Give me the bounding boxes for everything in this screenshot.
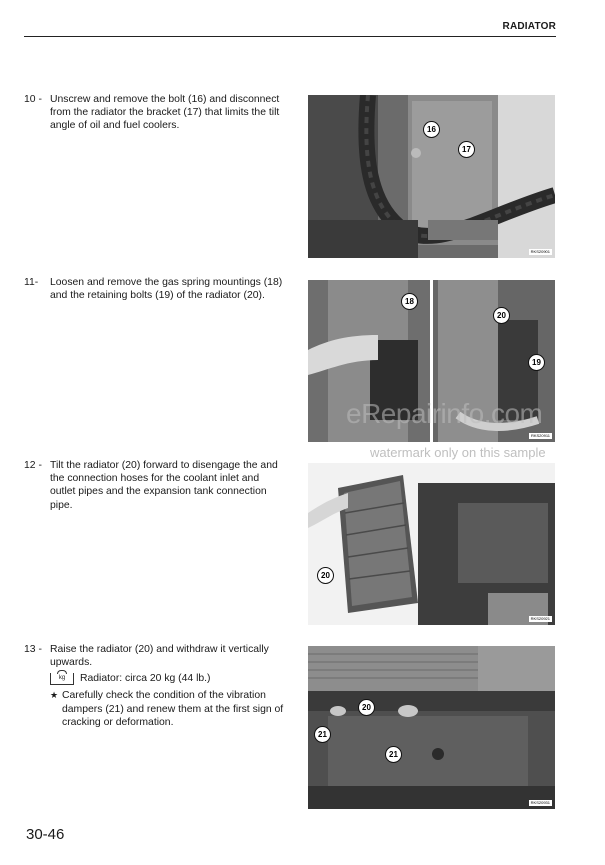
star-icon: ★ [50,690,59,701]
callout-20: 20 [358,699,375,716]
photo-step-12 [308,463,555,625]
photo-step-10 [308,95,555,258]
photo-illustration [308,95,555,258]
photo-code: RKS20901 [530,249,550,254]
step-11 [24,276,286,302]
photo-illustration [308,463,555,625]
section-title: RADIATOR [502,21,556,32]
step-text: Loosen and remove the gas spring mountings (18) and the retaining bolts (19) of the radiator (20). [50,277,283,302]
callout-19: 19 [528,354,545,371]
weight-note-text: Radiator: circa 20 kg (44 lb.) [80,673,211,685]
step-number: 10 - [24,94,42,105]
step-12 [24,459,286,512]
callout-21: 21 [314,726,331,743]
photo-code: RKS20921 [530,616,550,621]
step-text: Raise the radiator (20) and withdraw it vertically upwards. [50,644,269,669]
callout-21: 21 [385,746,402,763]
watermark-note: watermark only on this sample [370,445,546,460]
callout-18: 18 [401,293,418,310]
kg-weight-icon: kg [50,673,74,685]
callout-20: 20 [493,307,510,324]
step-text: Unscrew and remove the bolt (16) and disconnect from the radiator the bracket (17) that limits the tilt angle of oil and fuel coolers. [50,94,280,132]
page-number: 30-46 [26,826,65,843]
photo-step-13 [308,646,555,809]
step-number: 11- [24,277,39,288]
photo-code: RKS20911 [530,433,550,438]
callout-20: 20 [317,567,334,584]
step-number: 13 - [24,644,42,655]
caution-note [50,689,286,729]
callout-16: 16 [423,121,440,138]
callout-17: 17 [458,141,475,158]
step-10 [24,93,286,133]
step-number: 12 - [24,460,42,471]
step-13 [24,643,286,729]
photo-code: RKS20931 [530,800,550,805]
caution-text: Carefully check the condition of the vibration dampers (21) and renew them at the first sign of cracking or deformation. [62,690,284,728]
header-divider [24,36,556,37]
weight-note [50,672,286,686]
watermark-brand: eRepairinfo.com [346,398,543,429]
step-text: Tilt the radiator (20) forward to disengage the and the connection hoses for the coolant inlet and outlet pipes and the expansion tank connection pipe. [50,460,278,511]
photo-illustration [308,646,555,809]
